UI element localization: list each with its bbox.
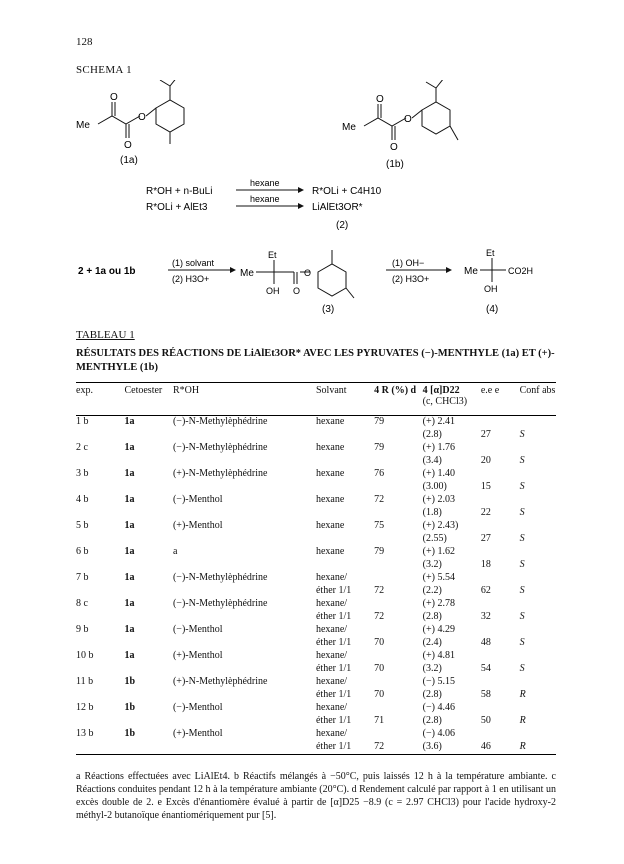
cell-r — [374, 455, 422, 468]
cell-r: 70 — [374, 637, 385, 648]
cell-empty — [124, 429, 172, 442]
cell-alpha: (+) 2.03 — [422, 494, 455, 505]
header-conf: Conf abs — [519, 385, 556, 396]
cell-concentration: (2.8) — [422, 429, 442, 440]
cell-r — [374, 533, 422, 546]
structure-1a-labels — [76, 92, 146, 166]
header-exp: exp. — [76, 385, 93, 396]
cell-conf — [520, 598, 556, 611]
cell-concentration: (3.2) — [422, 663, 442, 674]
cell-solvant: hexane — [315, 520, 345, 531]
cell-exp: 10 b — [76, 650, 94, 661]
cell-empty — [124, 481, 172, 494]
header-alpha — [423, 383, 481, 416]
cell-cetoester: 1a — [124, 494, 135, 505]
cell-empty — [124, 715, 172, 728]
cell-concentration: (3.6) — [422, 741, 442, 752]
cell-empty — [173, 559, 316, 572]
cell-exp: 8 c — [76, 598, 88, 609]
cell-cetoester: 1b — [124, 676, 136, 687]
o-label: O — [304, 268, 312, 278]
table-row-continued — [76, 455, 556, 468]
cell-exp: 11 b — [76, 676, 94, 687]
cell-ee: 20 — [480, 455, 491, 466]
cell-roh: (+)-Menthol — [172, 728, 223, 739]
cell-ee — [481, 520, 520, 533]
table-row — [76, 494, 556, 507]
cell-roh: a — [172, 546, 178, 557]
cell-empty — [124, 637, 172, 650]
rxn2-step1: (1) OH− — [392, 258, 425, 268]
cell-solvant: hexane/ — [315, 702, 348, 713]
cell-empty — [124, 689, 172, 702]
cell-empty — [124, 611, 172, 624]
cell-alpha: (+) 2.43) — [422, 520, 459, 531]
cell-empty — [124, 585, 172, 598]
cell-solvant-2: éther 1/1 — [315, 689, 352, 700]
cell-conf — [520, 546, 556, 559]
cell-ee — [481, 416, 520, 430]
cell-exp: 7 b — [76, 572, 89, 583]
header-r: 4 R (%) d — [374, 385, 417, 396]
structure-1b — [364, 80, 458, 140]
cell-empty — [76, 533, 124, 546]
cell-conf — [520, 416, 556, 430]
cell-roh: (−)-Menthol — [172, 624, 223, 635]
me-label: Me — [342, 122, 356, 133]
cell-alpha: (+) 4.81 — [422, 650, 455, 661]
cell-r — [374, 598, 422, 611]
cell-r — [374, 507, 422, 520]
table-row-continued — [76, 481, 556, 494]
header-alpha-main: 4 [α]D22 — [422, 385, 460, 396]
results-table — [76, 382, 556, 755]
cell-concentration: (2.8) — [422, 611, 442, 622]
cell-conf: R — [519, 741, 526, 752]
cell-solvant-2 — [316, 429, 374, 442]
o-label: O — [124, 140, 132, 151]
cell-ee — [481, 442, 520, 455]
page-number: 128 — [76, 36, 93, 48]
cell-solvant: hexane/ — [315, 676, 348, 687]
o-label: O — [404, 114, 412, 125]
table-row-continued — [76, 559, 556, 572]
table-header-row — [76, 383, 556, 416]
cell-empty — [76, 663, 124, 676]
table-title: RÉSULTATS DES RÉACTIONS DE LiAlEt3OR* AVEC LES PYRUVATES (−)-MENTHYLE (1a) ET (+)-MENTHYLE (1b) — [76, 348, 555, 373]
cell-solvant: hexane/ — [315, 624, 348, 635]
o-label: O — [138, 112, 146, 123]
cell-ee — [481, 728, 520, 741]
cell-empty — [173, 429, 316, 442]
cell-conf — [520, 572, 556, 585]
cell-solvant: hexane/ — [315, 650, 348, 661]
cell-r: 79 — [374, 442, 385, 453]
cell-r: 76 — [374, 468, 385, 479]
table-row — [76, 546, 556, 559]
table-row — [76, 442, 556, 455]
cell-conf: S — [519, 663, 525, 674]
cell-r: 79 — [374, 546, 385, 557]
cell-solvant-2 — [316, 533, 374, 546]
cell-conf: R — [519, 715, 526, 726]
table-row — [76, 520, 556, 533]
cell-roh: (+)-Menthol — [172, 520, 223, 531]
table-body — [76, 416, 556, 755]
cell-r: 72 — [374, 741, 385, 752]
cell-r: 70 — [374, 663, 385, 674]
cell-solvant-2: éther 1/1 — [315, 715, 352, 726]
cell-empty — [173, 741, 316, 755]
tableau-label: TABLEAU 1 — [76, 329, 135, 341]
cell-concentration: (2.4) — [422, 637, 442, 648]
cell-alpha: (+) 5.54 — [422, 572, 455, 583]
cell-r: 72 — [374, 585, 385, 596]
cell-r — [374, 624, 422, 637]
cell-roh: (+)-Menthol — [172, 650, 223, 661]
schema-title: SCHEMA 1 — [76, 64, 132, 76]
cell-empty — [76, 715, 124, 728]
cell-ee — [481, 624, 520, 637]
cell-ee: 27 — [480, 533, 491, 544]
table-row-continued — [76, 611, 556, 624]
cell-concentration: (1.8) — [422, 507, 442, 518]
cell-empty — [124, 507, 172, 520]
cell-conf — [520, 520, 556, 533]
cell-exp: 5 b — [76, 520, 89, 531]
table-row-continued — [76, 741, 556, 755]
table-row-continued — [76, 663, 556, 676]
cell-roh: (+)-N-Methylèphédrine — [172, 468, 268, 479]
cell-empty — [173, 455, 316, 468]
header-ee: e.e e — [480, 385, 500, 396]
cell-empty — [124, 741, 172, 755]
cell-r: 75 — [374, 520, 385, 531]
eq2-arrow-label: hexane — [250, 194, 280, 204]
cell-ee — [481, 468, 520, 481]
header-roh: R*OH — [172, 385, 200, 396]
table-row-continued — [76, 637, 556, 650]
cell-empty — [76, 481, 124, 494]
cell-conf: S — [519, 455, 525, 466]
rxn-step1: (1) solvant — [172, 258, 215, 268]
cell-ee: 54 — [480, 663, 491, 674]
cell-empty — [76, 559, 124, 572]
cell-ee: 27 — [480, 429, 491, 440]
cell-conf: S — [519, 637, 525, 648]
cell-solvant: hexane — [315, 546, 345, 557]
cell-alpha: (+) 1.76 — [422, 442, 455, 453]
cell-alpha: (+) 1.62 — [422, 546, 455, 557]
cell-exp: 1 b — [76, 416, 89, 427]
cell-conf: S — [519, 611, 525, 622]
cell-conf — [520, 728, 556, 741]
cell-r — [374, 481, 422, 494]
cell-empty — [173, 507, 316, 520]
table-row-continued — [76, 507, 556, 520]
cell-ee — [481, 650, 520, 663]
cell-conf — [520, 468, 556, 481]
o-label: O — [390, 142, 398, 153]
structure-1b-labels — [342, 94, 412, 170]
cell-empty — [173, 481, 316, 494]
cell-solvant: hexane/ — [315, 728, 348, 739]
cell-exp: 3 b — [76, 468, 89, 479]
cell-solvant: hexane — [315, 442, 345, 453]
table-row — [76, 676, 556, 689]
cell-roh: (−)-N-Methylèphédrine — [172, 598, 268, 609]
cell-empty — [76, 611, 124, 624]
cell-conf — [520, 494, 556, 507]
cell-solvant-2 — [316, 559, 374, 572]
et-label: Et — [486, 248, 495, 258]
cell-empty — [124, 663, 172, 676]
structure-4 — [480, 258, 506, 282]
cell-empty — [173, 637, 316, 650]
cell-empty — [76, 429, 124, 442]
cell-r: 71 — [374, 715, 385, 726]
cell-ee — [481, 676, 520, 689]
arrowhead-icon — [446, 267, 452, 273]
cell-ee — [481, 702, 520, 715]
cell-empty — [76, 507, 124, 520]
cell-conf: R — [519, 689, 526, 700]
table-row — [76, 728, 556, 741]
cell-alpha: (−) 4.46 — [422, 702, 455, 713]
table-row — [76, 702, 556, 715]
cell-exp: 12 b — [76, 702, 94, 713]
label-4: (4) — [486, 304, 499, 315]
cell-r — [374, 650, 422, 663]
cell-empty — [76, 689, 124, 702]
cell-ee: 15 — [480, 481, 491, 492]
eq1-right: R*OLi + C4H10 — [312, 186, 382, 197]
cell-r: 79 — [374, 416, 385, 427]
cell-conf: S — [519, 559, 525, 570]
header-solvant: Solvant — [315, 385, 347, 396]
cell-solvant-2 — [316, 455, 374, 468]
cell-exp: 4 b — [76, 494, 89, 505]
oh-label: OH — [266, 286, 280, 296]
label-1a: (1a) — [120, 155, 138, 166]
cell-solvant-2 — [316, 481, 374, 494]
cell-solvant: hexane — [315, 416, 345, 427]
table-row-continued — [76, 689, 556, 702]
cell-alpha: (+) 2.78 — [422, 598, 455, 609]
cell-r: 72 — [374, 611, 385, 622]
co2h-label: CO2H — [508, 266, 534, 276]
cell-solvant-2: éther 1/1 — [315, 611, 352, 622]
arrowhead-icon — [298, 203, 304, 209]
cell-solvant-2: éther 1/1 — [315, 585, 352, 596]
cell-roh: (−)-Menthol — [172, 494, 223, 505]
cell-cetoester: 1a — [124, 624, 135, 635]
cell-ee: 48 — [480, 637, 491, 648]
cell-roh: (+)-N-Methylèphédrine — [172, 676, 268, 687]
cell-ee: 46 — [480, 741, 491, 752]
cell-cetoester: 1a — [124, 468, 135, 479]
cell-cetoester: 1a — [124, 520, 135, 531]
cell-conf — [520, 702, 556, 715]
cell-conf — [520, 650, 556, 663]
cell-ee: 22 — [480, 507, 491, 518]
cell-cetoester: 1b — [124, 728, 136, 739]
o-label: O — [376, 94, 384, 105]
cell-empty — [76, 741, 124, 755]
me-label: Me — [76, 120, 90, 131]
cell-conf: S — [519, 507, 525, 518]
cell-concentration: (2.8) — [422, 689, 442, 700]
cell-solvant-2: éther 1/1 — [315, 637, 352, 648]
cell-cetoester: 1a — [124, 416, 135, 427]
cell-concentration: (2.8) — [422, 715, 442, 726]
rxn-left: 2 + 1a ou 1b — [78, 266, 136, 277]
cell-ee — [481, 546, 520, 559]
rxn-step2: (2) H3O+ — [172, 274, 210, 284]
cell-conf: S — [519, 533, 525, 544]
label-3: (3) — [322, 304, 335, 315]
cell-concentration: (3.00) — [422, 481, 447, 492]
cell-ee: 50 — [480, 715, 491, 726]
cell-conf: S — [519, 585, 525, 596]
me-label: Me — [464, 266, 478, 277]
cell-alpha: (−) 4.06 — [422, 728, 455, 739]
rxn2-step2: (2) H3O+ — [392, 274, 430, 284]
cell-ee — [481, 494, 520, 507]
cell-solvant: hexane/ — [315, 572, 348, 583]
cell-ee — [481, 598, 520, 611]
cell-cetoester: 1a — [124, 546, 135, 557]
cell-exp: 6 b — [76, 546, 89, 557]
cell-ee: 32 — [480, 611, 491, 622]
table-row — [76, 598, 556, 611]
cell-empty — [173, 663, 316, 676]
cell-cetoester: 1a — [124, 442, 135, 453]
cell-empty — [173, 689, 316, 702]
cell-conf: S — [519, 481, 525, 492]
cell-conf — [520, 624, 556, 637]
cell-solvant-2: éther 1/1 — [315, 663, 352, 674]
header-cetoester: Cetoester — [124, 385, 163, 396]
cell-r — [374, 559, 422, 572]
table-row — [76, 572, 556, 585]
me-label: Me — [240, 268, 254, 279]
cell-empty — [173, 715, 316, 728]
eq1-left: R*OH + n-BuLi — [146, 186, 213, 197]
cell-empty — [124, 455, 172, 468]
cell-alpha: (−) 5.15 — [422, 676, 455, 687]
cell-empty — [124, 533, 172, 546]
cell-r: 72 — [374, 494, 385, 505]
table-row-continued — [76, 429, 556, 442]
cell-solvant: hexane — [315, 468, 345, 479]
cell-concentration: (3.4) — [422, 455, 442, 466]
cell-solvant: hexane/ — [315, 598, 348, 609]
o-label: O — [293, 286, 301, 296]
table-row — [76, 416, 556, 430]
cell-cetoester: 1a — [124, 572, 135, 583]
label-2: (2) — [336, 220, 349, 231]
footnotes: a Réactions effectuées avec LiAlEt4. b Réactifs mélangés à −50°C, puis laissés 12 h à la température ambiante. c Réactions conduites pendant 12 h à la température ambiante (20°C). d Rendement calculé par rapport à 1 en utilisant un excès double de 2. e Excès d'énantiomère évalué à partir de [α]D25 −8.9 (c = 2.97 CHCl3) pour l'acide hydroxy-2 méthyl-2 butanoïque énantiomériquement pur [5]. — [76, 771, 556, 821]
cell-exp: 2 c — [76, 442, 88, 453]
cell-r: 70 — [374, 689, 385, 700]
table-row — [76, 650, 556, 663]
cell-cetoester: 1b — [124, 702, 136, 713]
table-row — [76, 624, 556, 637]
label-1b: (1b) — [386, 159, 404, 170]
oh-label: OH — [484, 284, 498, 294]
cell-r — [374, 702, 422, 715]
arrowhead-icon — [230, 267, 236, 273]
cell-empty — [173, 611, 316, 624]
cell-empty — [124, 559, 172, 572]
cell-ee — [481, 572, 520, 585]
cell-concentration: (2.2) — [422, 585, 442, 596]
arrowhead-icon — [298, 187, 304, 193]
cell-r — [374, 572, 422, 585]
cell-empty — [76, 585, 124, 598]
cell-alpha: (+) 1.40 — [422, 468, 455, 479]
cell-exp: 13 b — [76, 728, 94, 739]
cell-solvant-2: éther 1/1 — [315, 741, 352, 752]
table-row — [76, 468, 556, 481]
eq2-right: LiAlEt3OR* — [312, 202, 363, 213]
table-row-continued — [76, 585, 556, 598]
cell-r — [374, 728, 422, 741]
eq2-left: R*OLi + AlEt3 — [146, 202, 208, 213]
cell-solvant-2 — [316, 507, 374, 520]
cell-conf: S — [519, 429, 525, 440]
cell-concentration: (3.2) — [422, 559, 442, 570]
cell-roh: (−)-Menthol — [172, 702, 223, 713]
cell-empty — [76, 455, 124, 468]
cell-alpha: (+) 4.29 — [422, 624, 455, 635]
cell-cetoester: 1a — [124, 650, 135, 661]
cell-solvant: hexane — [315, 494, 345, 505]
eq1-arrow-label: hexane — [250, 178, 280, 188]
et-label: Et — [268, 250, 277, 260]
cell-empty — [173, 533, 316, 546]
cell-ee: 18 — [480, 559, 491, 570]
cell-exp: 9 b — [76, 624, 89, 635]
table-row-continued — [76, 715, 556, 728]
cell-cetoester: 1a — [124, 598, 135, 609]
reaction-scheme — [60, 80, 560, 320]
cell-roh: (−)-N-Methylèphédrine — [172, 572, 268, 583]
cell-roh: (−)-N-Methylèphédrine — [172, 442, 268, 453]
cell-ee: 62 — [480, 585, 491, 596]
cell-r — [374, 676, 422, 689]
cell-roh: (−)-N-Methylèphédrine — [172, 416, 268, 427]
cell-ee: 58 — [480, 689, 491, 700]
cell-empty — [76, 637, 124, 650]
table-row-continued — [76, 533, 556, 546]
cell-r — [374, 429, 422, 442]
cell-empty — [173, 585, 316, 598]
cell-alpha: (+) 2.41 — [422, 416, 455, 427]
cell-concentration: (2.55) — [422, 533, 447, 544]
o-label: O — [110, 92, 118, 103]
cell-conf — [520, 442, 556, 455]
cell-conf — [520, 676, 556, 689]
header-alpha-sub: (c, CHCl3) — [422, 396, 468, 407]
